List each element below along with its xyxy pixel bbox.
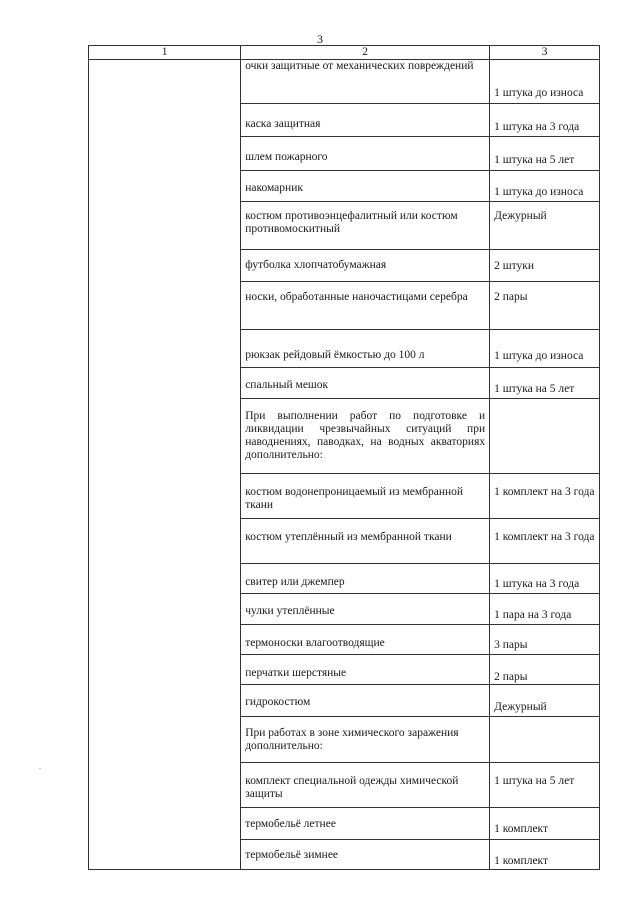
item-cell: костюм противоэнцефалитный или костюм противомоскитный — [241, 202, 490, 250]
item-cell: термобельё летнее — [241, 808, 490, 840]
norm-cell: 1 штука на 5 лет — [490, 763, 600, 808]
column-header-1: 1 — [89, 46, 241, 60]
norm-cell: 1 пара на 3 года — [490, 594, 600, 625]
item-cell: накомарник — [241, 171, 490, 202]
item-cell: очки защитные от механических повреждений — [241, 60, 490, 104]
norm-cell: 1 штука до износа — [490, 171, 600, 202]
norm-cell: 1 штука на 5 лет — [490, 368, 600, 399]
norm-cell: Дежурный — [490, 202, 600, 250]
item-cell: гидрокостюм — [241, 685, 490, 717]
item-cell: термоноски влагоотводящие — [241, 625, 490, 655]
item-cell: шлем пожарного — [241, 137, 490, 171]
column-header-3: 3 — [490, 46, 600, 60]
norm-cell: 1 комплект — [490, 808, 600, 840]
norm-cell: 2 штуки — [490, 250, 600, 282]
norm-cell: 1 штука на 3 года — [490, 564, 600, 594]
item-cell: костюм утеплённый из мембранной ткани — [241, 519, 490, 564]
scan-speck — [39, 768, 41, 769]
norm-cell: 2 пары — [490, 282, 600, 330]
norms-table — [88, 45, 600, 870]
page-number: 3 — [317, 32, 323, 46]
column-header-2: 2 — [241, 46, 490, 60]
item-cell: чулки утеплённые — [241, 594, 490, 625]
table-row — [89, 60, 600, 104]
item-cell: футболка хлопчатобумажная — [241, 250, 490, 282]
item-cell: комплект специальной одежды химической защиты — [241, 763, 490, 808]
norm-cell: 3 пары — [490, 625, 600, 655]
norm-cell: 1 комплект на 3 года — [490, 474, 600, 519]
item-cell: спальный мешок — [241, 368, 490, 399]
item-cell: костюм водонепроницаемый из мембранной ткани — [241, 474, 490, 519]
item-cell: носки, обработанные наночастицами серебра — [241, 282, 490, 330]
section-heading-flood: При выполнении работ по подготовке и ликвидации чрезвычайных ситуаций при наводнениях, паводках, на водных акваториях дополнительно: — [241, 399, 490, 474]
item-cell: рюкзак рейдовый ёмкостью до 100 л — [241, 330, 490, 368]
norm-cell: 1 штука на 5 лет — [490, 137, 600, 171]
category-cell — [89, 60, 241, 870]
norm-cell: 1 комплект — [490, 840, 600, 870]
norm-cell: 1 штука на 3 года — [490, 104, 600, 137]
norm-cell: 2 пары — [490, 655, 600, 685]
item-cell: термобельё зимнее — [241, 840, 490, 870]
item-cell: свитер или джемпер — [241, 564, 490, 594]
norm-cell: 1 штука до износа — [490, 60, 600, 104]
norm-cell: Дежурный — [490, 685, 600, 717]
table-header-row — [89, 46, 600, 60]
norm-cell: 1 штука до износа — [490, 330, 600, 368]
norm-cell — [490, 399, 600, 474]
norm-cell: 1 комплект на 3 года — [490, 519, 600, 564]
item-cell: каска защитная — [241, 104, 490, 137]
item-cell: перчатки шерстяные — [241, 655, 490, 685]
norm-cell — [490, 717, 600, 763]
section-heading-chemical: При работах в зоне химического заражения дополнительно: — [241, 717, 490, 763]
